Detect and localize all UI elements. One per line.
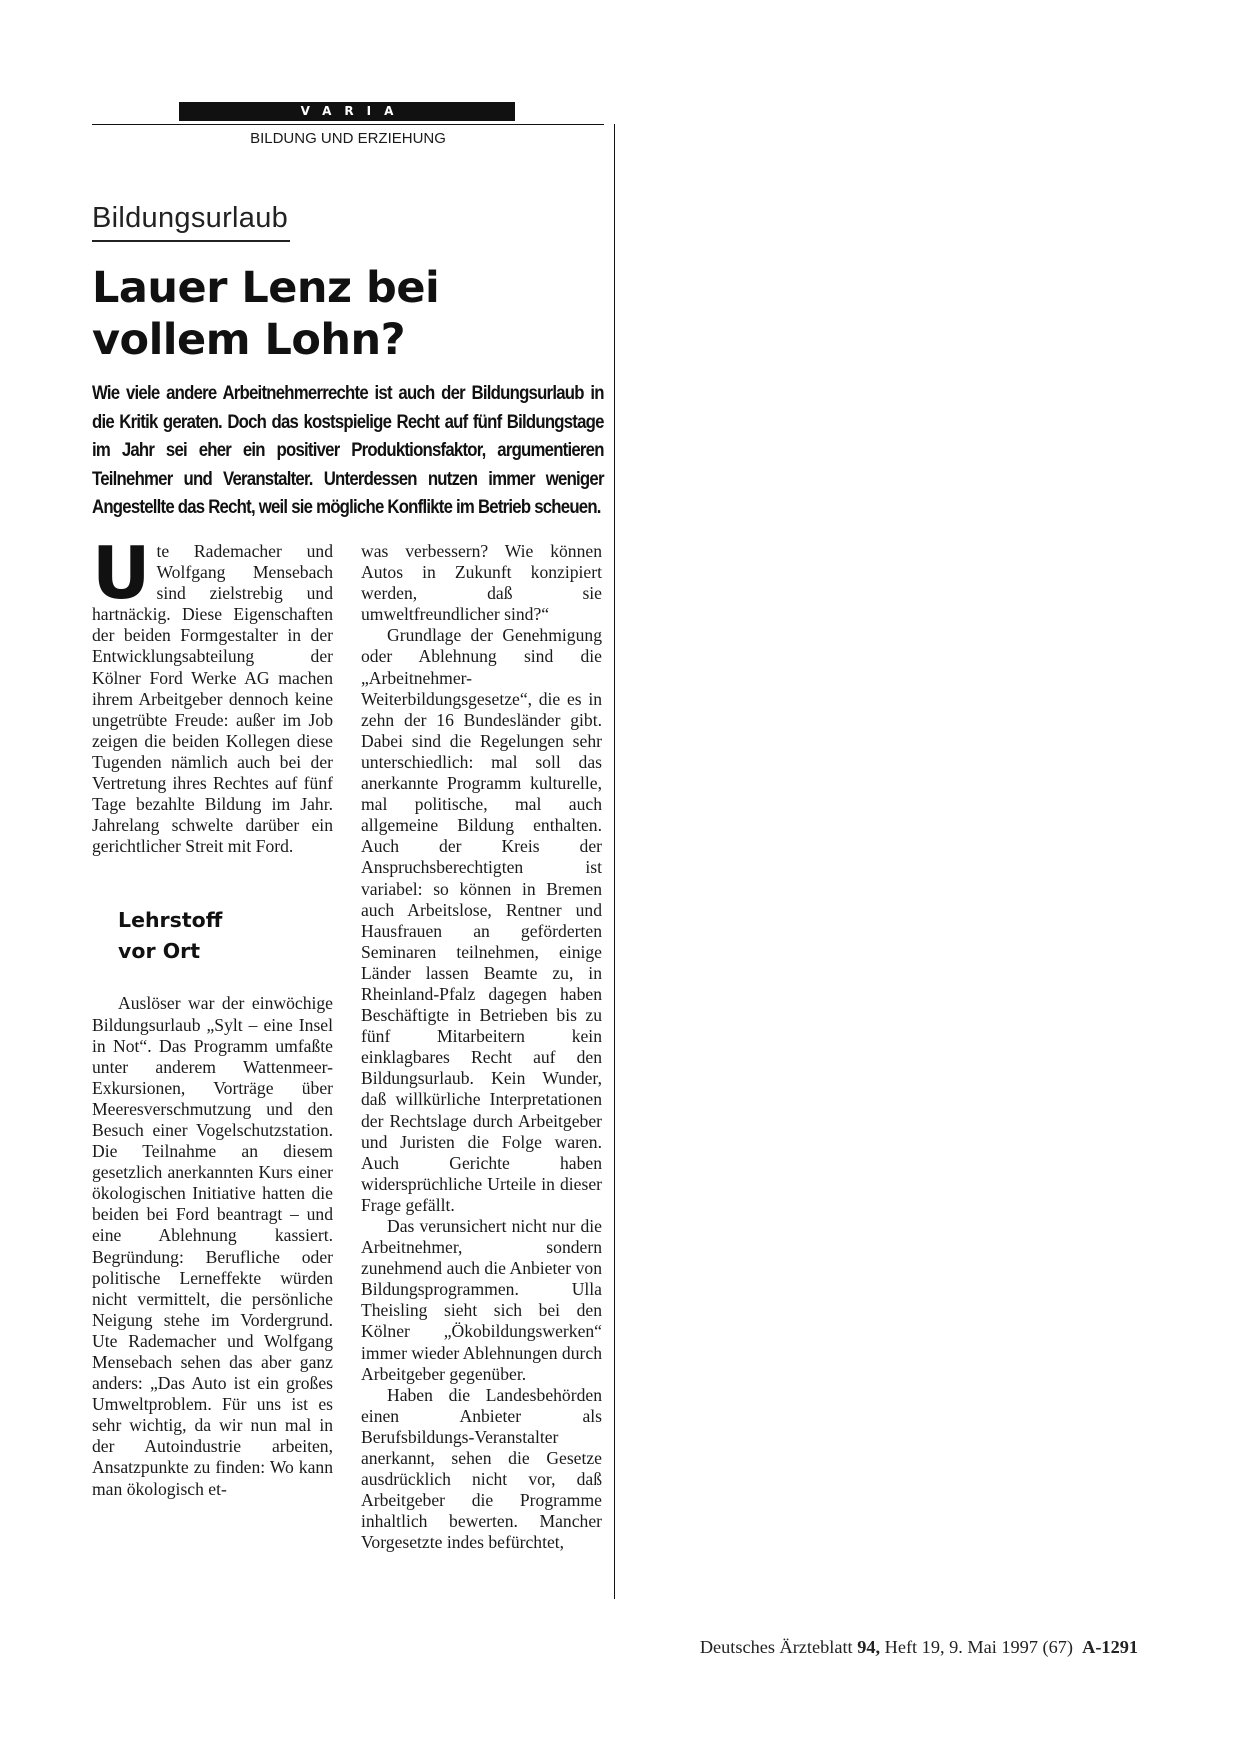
paragraph-text: te Rademacher und Wolfgang Mensebach sind zielstrebig und hartnäckig. Diese Eigenschaften der beiden Formgestalter in der Entwicklungsabteilung der Kölner Ford Werke AG machen ihrem Arbeitgeber dennoch keine ungetrübte Freude: außer im Job zeigen die beiden Kollegen diese Tugenden nämlich auch bei der Vertretung ihres Rechtes auf fünf Tage bezahlte Bildung im Jahr. Jahrelang schwelte darüber ein gerichtlicher Streit mit Ford. [92, 541, 333, 857]
body-paragraph: Auslöser war der einwöchige Bildungsurlaub „Sylt – eine Insel in Not“. Das Programm umfaßte unter anderem Wattenmeer-Exkursionen, Vorträge über Meeresverschmutzung und den Besuch einer Vogelschutzstation. Die Teilnahme an diesem gesetzlich anerkannten Kurs einer ökologischen Initiative hatten die beiden bei Ford beantragt – und eine Ablehnung kassiert. Begründung: Berufliche oder politische Lerneffekte würden nicht vermittelt, die persönliche Neigung stehe im Vordergrund. Ute Rademacher und Wolfgang Mensebach sehen das aber ganz anders: „Das Auto ist ein großes Umweltproblem. Für uns ist es sehr wichtig, da wir nun mal in der Autoindustrie arbeiten, Ansatzpunkte zu finden: Wo kann man ökologisch et- [92, 993, 333, 1499]
drop-cap: U [92, 531, 151, 615]
header-rule [92, 124, 604, 125]
footer-journal: Deutsches Ärzteblatt [699, 1637, 853, 1657]
column-divider [614, 124, 615, 1599]
footer-volume: 94, [857, 1637, 881, 1657]
headline-line-1: Lauer Lenz bei [92, 263, 440, 313]
body-paragraph [92, 531, 333, 857]
article-kicker: Bildungsurlaub [92, 202, 289, 234]
body-paragraph: Haben die Landesbehörden einen Anbieter als Berufsbildungs-Veranstalter anerkannt, sehen die Gesetze ausdrücklich nicht vor, daß Arbeitgeber die Programme inhaltlich bewerten. Mancher Vorgesetzte indes befürchtet, [361, 1384, 602, 1553]
body-paragraph: Grundlage der Genehmigung oder Ablehnung sind die „Arbeitnehmer-Weiterbildungsgesetze“, die es in zehn der 16 Bundesländer gibt. Dabei sind die Regelungen sehr unterschiedlich: mal soll das anerkannte Programm kulturelle, mal politische, mal auch allgemeine Bildung enthalten. Auch der Kreis der Anspruchsberechtigten ist variabel: so können in Bremen auch Arbeitslose, Rentner und Hausfrauen an geförderten Seminaren teilnehmen, einige Länder lassen Beamte zu, in Rheinland-Pfalz dagegen haben Beschäftigte in Betrieben bis zu fünf Mitarbeitern kein einklagbares Recht auf den Bildungsurlaub. Kein Wunder, daß willkürliche Interpretationen der Rechtslage durch Arbeitgeber und Juristen die Folge waren. Auch Gerichte haben widersprüchliche Urteile in dieser Frage gefällt. [361, 625, 602, 1215]
text-column-right [361, 541, 602, 1554]
subhead-line-1: Lehrstoff [118, 908, 223, 933]
article-headline [92, 262, 612, 366]
headline-line-2: vollem Lohn? [92, 315, 406, 365]
body-paragraph: was verbessern? Wie können Autos in Zukunft konzipiert werden, daß sie umweltfreundlicher sind?“ [361, 541, 602, 625]
body-paragraph: Das verunsichert nicht nur die Arbeitnehmer, sondern zunehmend auch die Anbieter von Bildungsprogrammen. Ulla Theisling sieht sich bei den Kölner „Ökobildungswerken“ immer wieder Ablehnungen durch Arbeitgeber gegenüber. [361, 1216, 602, 1384]
article-lead: Wie viele andere Arbeitnehmerrechte ist auch der Bildungsurlaub in die Kritik geraten. Doch das kostspielige Recht auf fünf Bildungstage im Jahr sei eher ein positiver Produktionsfaktor, argumentieren Teilnehmer und Veranstalter. Unterdessen nutzen immer weniger Angestellte das Recht, weil sie mögliche Konflikte im Betrieb scheuen. [92, 382, 604, 519]
section-subtitle: BILDUNG UND ERZIEHUNG [250, 130, 446, 147]
article-subhead [118, 905, 333, 967]
footer-page-number: A-1291 [1082, 1637, 1138, 1657]
page-footer [520, 1637, 1138, 1658]
subhead-line-2: vor Ort [118, 939, 201, 964]
section-label: VARIA [179, 102, 515, 121]
footer-issue: Heft 19, 9. Mai 1997 (67) [884, 1637, 1073, 1657]
text-column-left [92, 531, 333, 1500]
kicker-underline [92, 240, 290, 242]
